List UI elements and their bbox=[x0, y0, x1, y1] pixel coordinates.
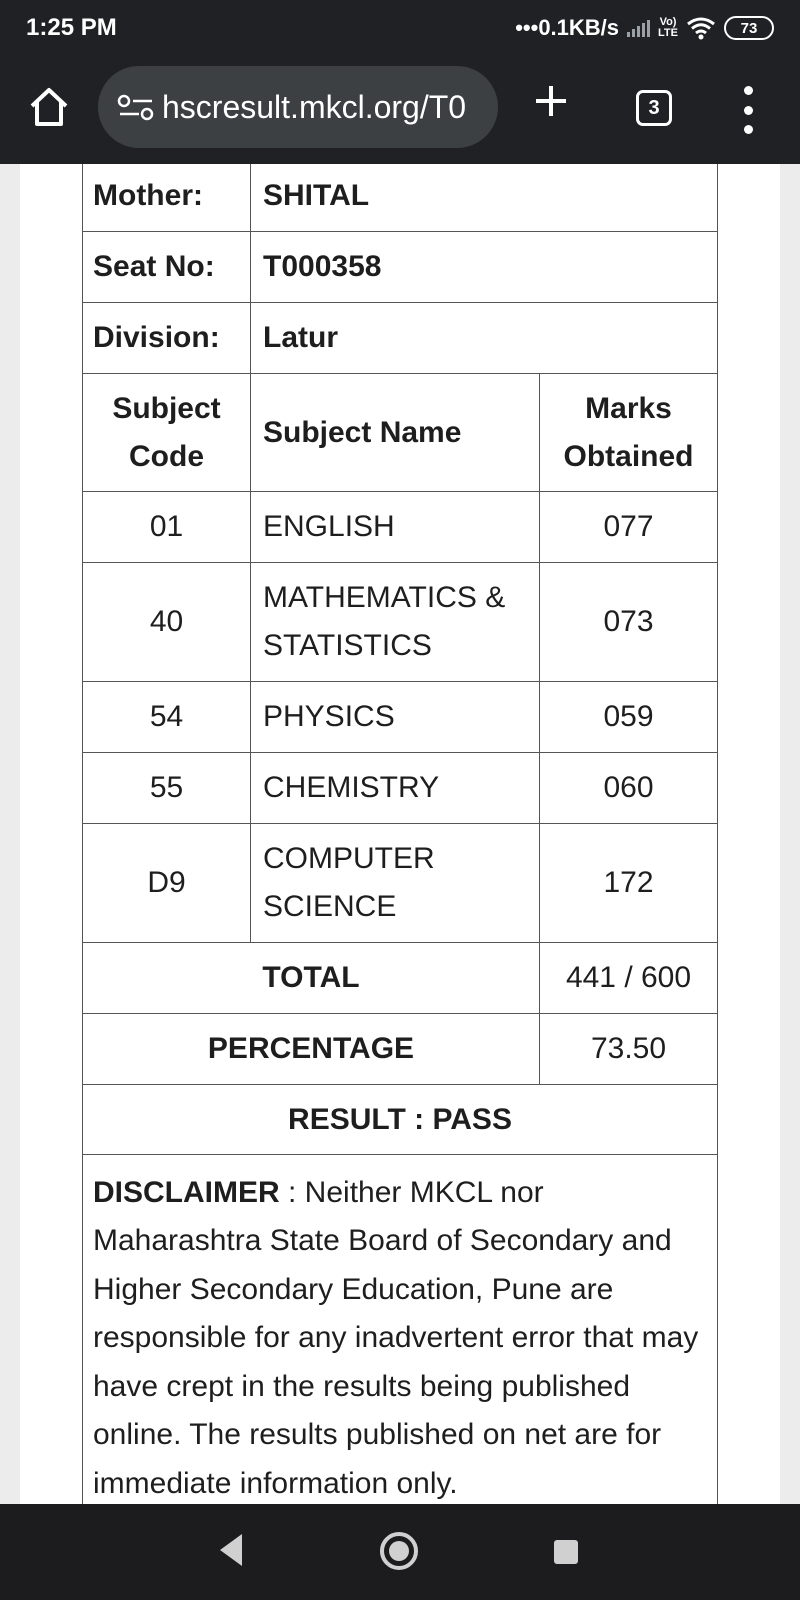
home-circle-icon[interactable] bbox=[380, 1532, 418, 1570]
result-row bbox=[83, 1085, 718, 1155]
info-label: Seat No: bbox=[83, 232, 251, 303]
url-text: hscresult.mkcl.org/T0 bbox=[162, 88, 467, 125]
subject-name: ENGLISH bbox=[251, 492, 540, 563]
subject-row bbox=[83, 824, 718, 943]
percentage-label: PERCENTAGE bbox=[83, 1014, 540, 1085]
tab-switcher-button[interactable] bbox=[636, 90, 672, 126]
battery-icon bbox=[724, 16, 774, 40]
subject-row bbox=[83, 753, 718, 824]
info-value: SHITAL bbox=[251, 164, 718, 232]
subject-code: 54 bbox=[83, 682, 251, 753]
back-icon[interactable] bbox=[216, 1530, 246, 1570]
address-bar[interactable] bbox=[98, 66, 498, 148]
info-value: T000358 bbox=[251, 232, 718, 303]
subject-name: MATHEMATICS & STATISTICS bbox=[251, 563, 540, 682]
site-info-icon[interactable] bbox=[116, 93, 156, 121]
info-row-seat-no bbox=[83, 232, 718, 303]
info-value: Latur bbox=[251, 303, 718, 374]
recents-icon[interactable] bbox=[554, 1540, 578, 1564]
page-content bbox=[20, 164, 780, 1504]
info-row-division bbox=[83, 303, 718, 374]
lte-icon: Vo) LTE bbox=[658, 16, 678, 39]
header-subject-name: Subject Name bbox=[251, 374, 540, 492]
more-options-icon[interactable] bbox=[738, 86, 758, 134]
status-time: 1:25 PM bbox=[26, 14, 117, 41]
total-label: TOTAL bbox=[83, 943, 540, 1014]
subject-marks: 073 bbox=[540, 563, 718, 682]
status-bar bbox=[0, 0, 800, 56]
subject-name: COMPUTER SCIENCE bbox=[251, 824, 540, 943]
header-subject-code: Subject Code bbox=[83, 374, 251, 492]
wifi-icon bbox=[686, 16, 716, 40]
subject-code: 55 bbox=[83, 753, 251, 824]
subject-marks: 172 bbox=[540, 824, 718, 943]
subject-marks: 077 bbox=[540, 492, 718, 563]
network-speed: •••0.1KB/s bbox=[515, 15, 620, 40]
total-value: 441 / 600 bbox=[540, 943, 718, 1014]
disclaimer bbox=[83, 1155, 718, 1505]
subject-code: D9 bbox=[83, 824, 251, 943]
status-indicators bbox=[515, 15, 774, 41]
subject-name: PHYSICS bbox=[251, 682, 540, 753]
disclaimer-text: : Neither MKCL nor Maharashtra State Board of Secondary and Higher Secondary Education, Pune are responsible for any inadvertent error that may have crept in the results being published online. The results published on net are for immediate information only. bbox=[93, 1175, 699, 1500]
total-row bbox=[83, 943, 718, 1014]
subject-code: 01 bbox=[83, 492, 251, 563]
subject-row bbox=[83, 563, 718, 682]
subject-marks: 060 bbox=[540, 753, 718, 824]
percentage-row bbox=[83, 1014, 718, 1085]
tab-count: 3 bbox=[648, 96, 660, 119]
subject-marks: 059 bbox=[540, 682, 718, 753]
info-label: Mother: bbox=[83, 164, 251, 232]
subject-row bbox=[83, 492, 718, 563]
percentage-value: 73.50 bbox=[540, 1014, 718, 1085]
home-icon[interactable] bbox=[26, 84, 72, 130]
disclaimer-label: DISCLAIMER bbox=[93, 1175, 280, 1209]
subject-name: CHEMISTRY bbox=[251, 753, 540, 824]
result-table bbox=[82, 164, 718, 1504]
plus-icon[interactable] bbox=[528, 78, 574, 124]
subject-row bbox=[83, 682, 718, 753]
result-status: RESULT : PASS bbox=[83, 1085, 718, 1155]
header-marks-obtained: Marks Obtained bbox=[540, 374, 718, 492]
system-navigation-bar bbox=[0, 1504, 800, 1600]
signal-icon bbox=[627, 19, 650, 37]
battery-level: 73 bbox=[740, 19, 758, 37]
subject-table-header bbox=[83, 374, 718, 492]
info-label: Division: bbox=[83, 303, 251, 374]
info-row-mother bbox=[83, 164, 718, 232]
disclaimer-row bbox=[83, 1155, 718, 1505]
browser-toolbar bbox=[0, 56, 800, 164]
subject-code: 40 bbox=[83, 563, 251, 682]
